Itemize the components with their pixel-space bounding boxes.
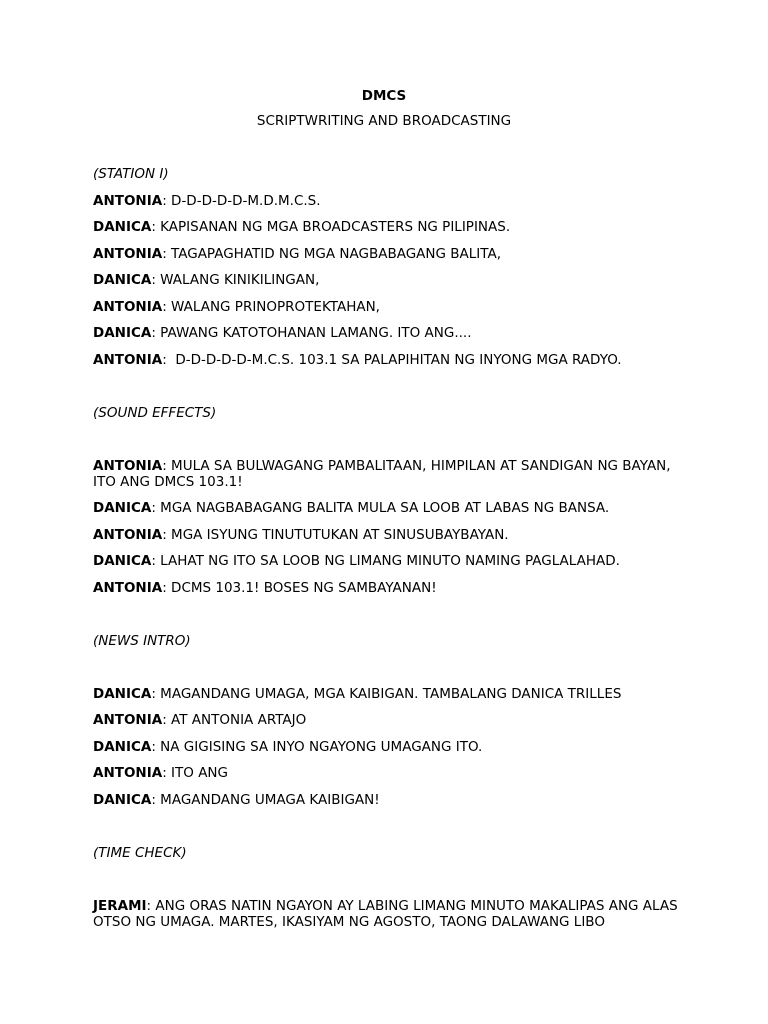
dialogue-text: : WALANG KINIKILINGAN, [151, 272, 320, 288]
dialogue-text: : LAHAT NG ITO SA LOOB NG LIMANG MINUTO NAMING PAGLALAHAD. [151, 553, 620, 569]
spacer [93, 606, 683, 633]
speaker-name: ANTONIA [93, 526, 163, 543]
speaker-name: DANICA [93, 272, 152, 288]
dialogue-line [93, 739, 683, 755]
dialogue-line [93, 712, 683, 728]
dialogue-text: : MULA SA BULWAGANG PAMBALITAAN, HIMPILAN AT SANDIGAN NG BAYAN, ITO ANG DMCS 103.1! [93, 457, 675, 490]
speaker-name: DANICA [93, 500, 152, 516]
dialogue-line [93, 580, 683, 596]
speaker-name: DANICA [93, 791, 152, 808]
dialogue-line [93, 898, 683, 930]
dialogue-line [93, 325, 683, 341]
dialogue-line [93, 246, 683, 262]
speaker-name: JERAMI [93, 897, 147, 914]
spacer [93, 378, 683, 405]
dialogue-text: : D-D-D-D-D-M.D.M.C.S. [162, 192, 321, 209]
speaker-name: DANICA [93, 325, 152, 341]
dialogue-line [93, 686, 683, 702]
dialogue-text: : D-D-D-D-D-M.C.S. 103.1 SA PALAPIHITAN NG INYONG MGA RADYO. [162, 351, 622, 368]
dialogue-line [93, 272, 683, 288]
stage-direction: (TIME CHECK) [93, 844, 187, 861]
speaker-name: ANTONIA [93, 765, 163, 781]
dialogue-line [93, 792, 683, 808]
dialogue-text: : KAPISANAN NG MGA BROADCASTERS NG PILIPINAS. [151, 219, 511, 235]
dialogue-text: : WALANG PRINOPROTEKTAHAN, [162, 298, 380, 315]
dialogue-text: : ITO ANG [162, 765, 228, 781]
dialogue-text: : DCMS 103.1! BOSES NG SAMBAYANAN! [162, 579, 437, 596]
speaker-name: ANTONIA [93, 245, 163, 262]
spacer [93, 818, 683, 845]
dialogue-line [93, 553, 683, 569]
speaker-name: DANICA [93, 738, 152, 755]
dialogue-text: : NA GIGISING SA INYO NGAYONG UMAGANG ITO. [151, 738, 483, 755]
dialogue-line [93, 500, 683, 516]
dialogue-text: : MGA NAGBABAGANG BALITA MULA SA LOOB AT LABAS NG BANSA. [151, 500, 610, 516]
dialogue-line [93, 219, 683, 235]
document-title: DMCS [361, 88, 407, 104]
speaker-name: ANTONIA [93, 579, 163, 596]
dialogue-text: : MAGANDANG UMAGA, MGA KAIBIGAN. TAMBALANG DANICA TRILLES [151, 685, 622, 702]
dialogue-text: : TAGAPAGHATID NG MGA NAGBABAGANG BALITA, [162, 245, 501, 262]
speaker-name: ANTONIA [93, 457, 163, 474]
dialogue-line [93, 299, 683, 315]
speaker-name: DANICA [93, 219, 152, 235]
stage-direction: (NEWS INTRO) [93, 632, 191, 649]
dialogue-text: : MAGANDANG UMAGA KAIBIGAN! [151, 791, 380, 808]
speaker-name: ANTONIA [93, 192, 163, 209]
script-body [93, 166, 683, 940]
dialogue-text: : AT ANTONIA ARTAJO [162, 712, 307, 728]
stage-direction: (SOUND EFFECTS) [93, 404, 217, 421]
spacer [93, 871, 683, 898]
document-subtitle: SCRIPTWRITING AND BROADCASTING [256, 113, 512, 129]
dialogue-text: : ANG ORAS NATIN NGAYON AY LABING LIMANG MINUTO MAKALIPAS ANG ALAS OTSO NG UMAGA. MARTES, IKASIYAM NG AGOSTO, TAONG DALAWANG LIBO [93, 897, 682, 930]
dialogue-line [93, 765, 683, 781]
dialogue-text: : MGA ISYUNG TINUTUTUKAN AT SINUSUBAYBAYAN. [162, 526, 509, 543]
speaker-name: ANTONIA [93, 351, 163, 368]
speaker-name: DANICA [93, 685, 152, 702]
dialogue-line [93, 527, 683, 543]
stage-direction: (STATION I) [93, 166, 169, 182]
speaker-name: DANICA [93, 553, 152, 569]
speaker-name: ANTONIA [93, 298, 163, 315]
dialogue-line [93, 352, 683, 368]
dialogue-text: : PAWANG KATOTOHANAN LAMANG. ITO ANG.... [151, 325, 472, 341]
speaker-name: ANTONIA [93, 712, 163, 728]
spacer [93, 431, 683, 458]
spacer [93, 659, 683, 686]
dialogue-line [93, 193, 683, 209]
dialogue-line [93, 458, 683, 490]
